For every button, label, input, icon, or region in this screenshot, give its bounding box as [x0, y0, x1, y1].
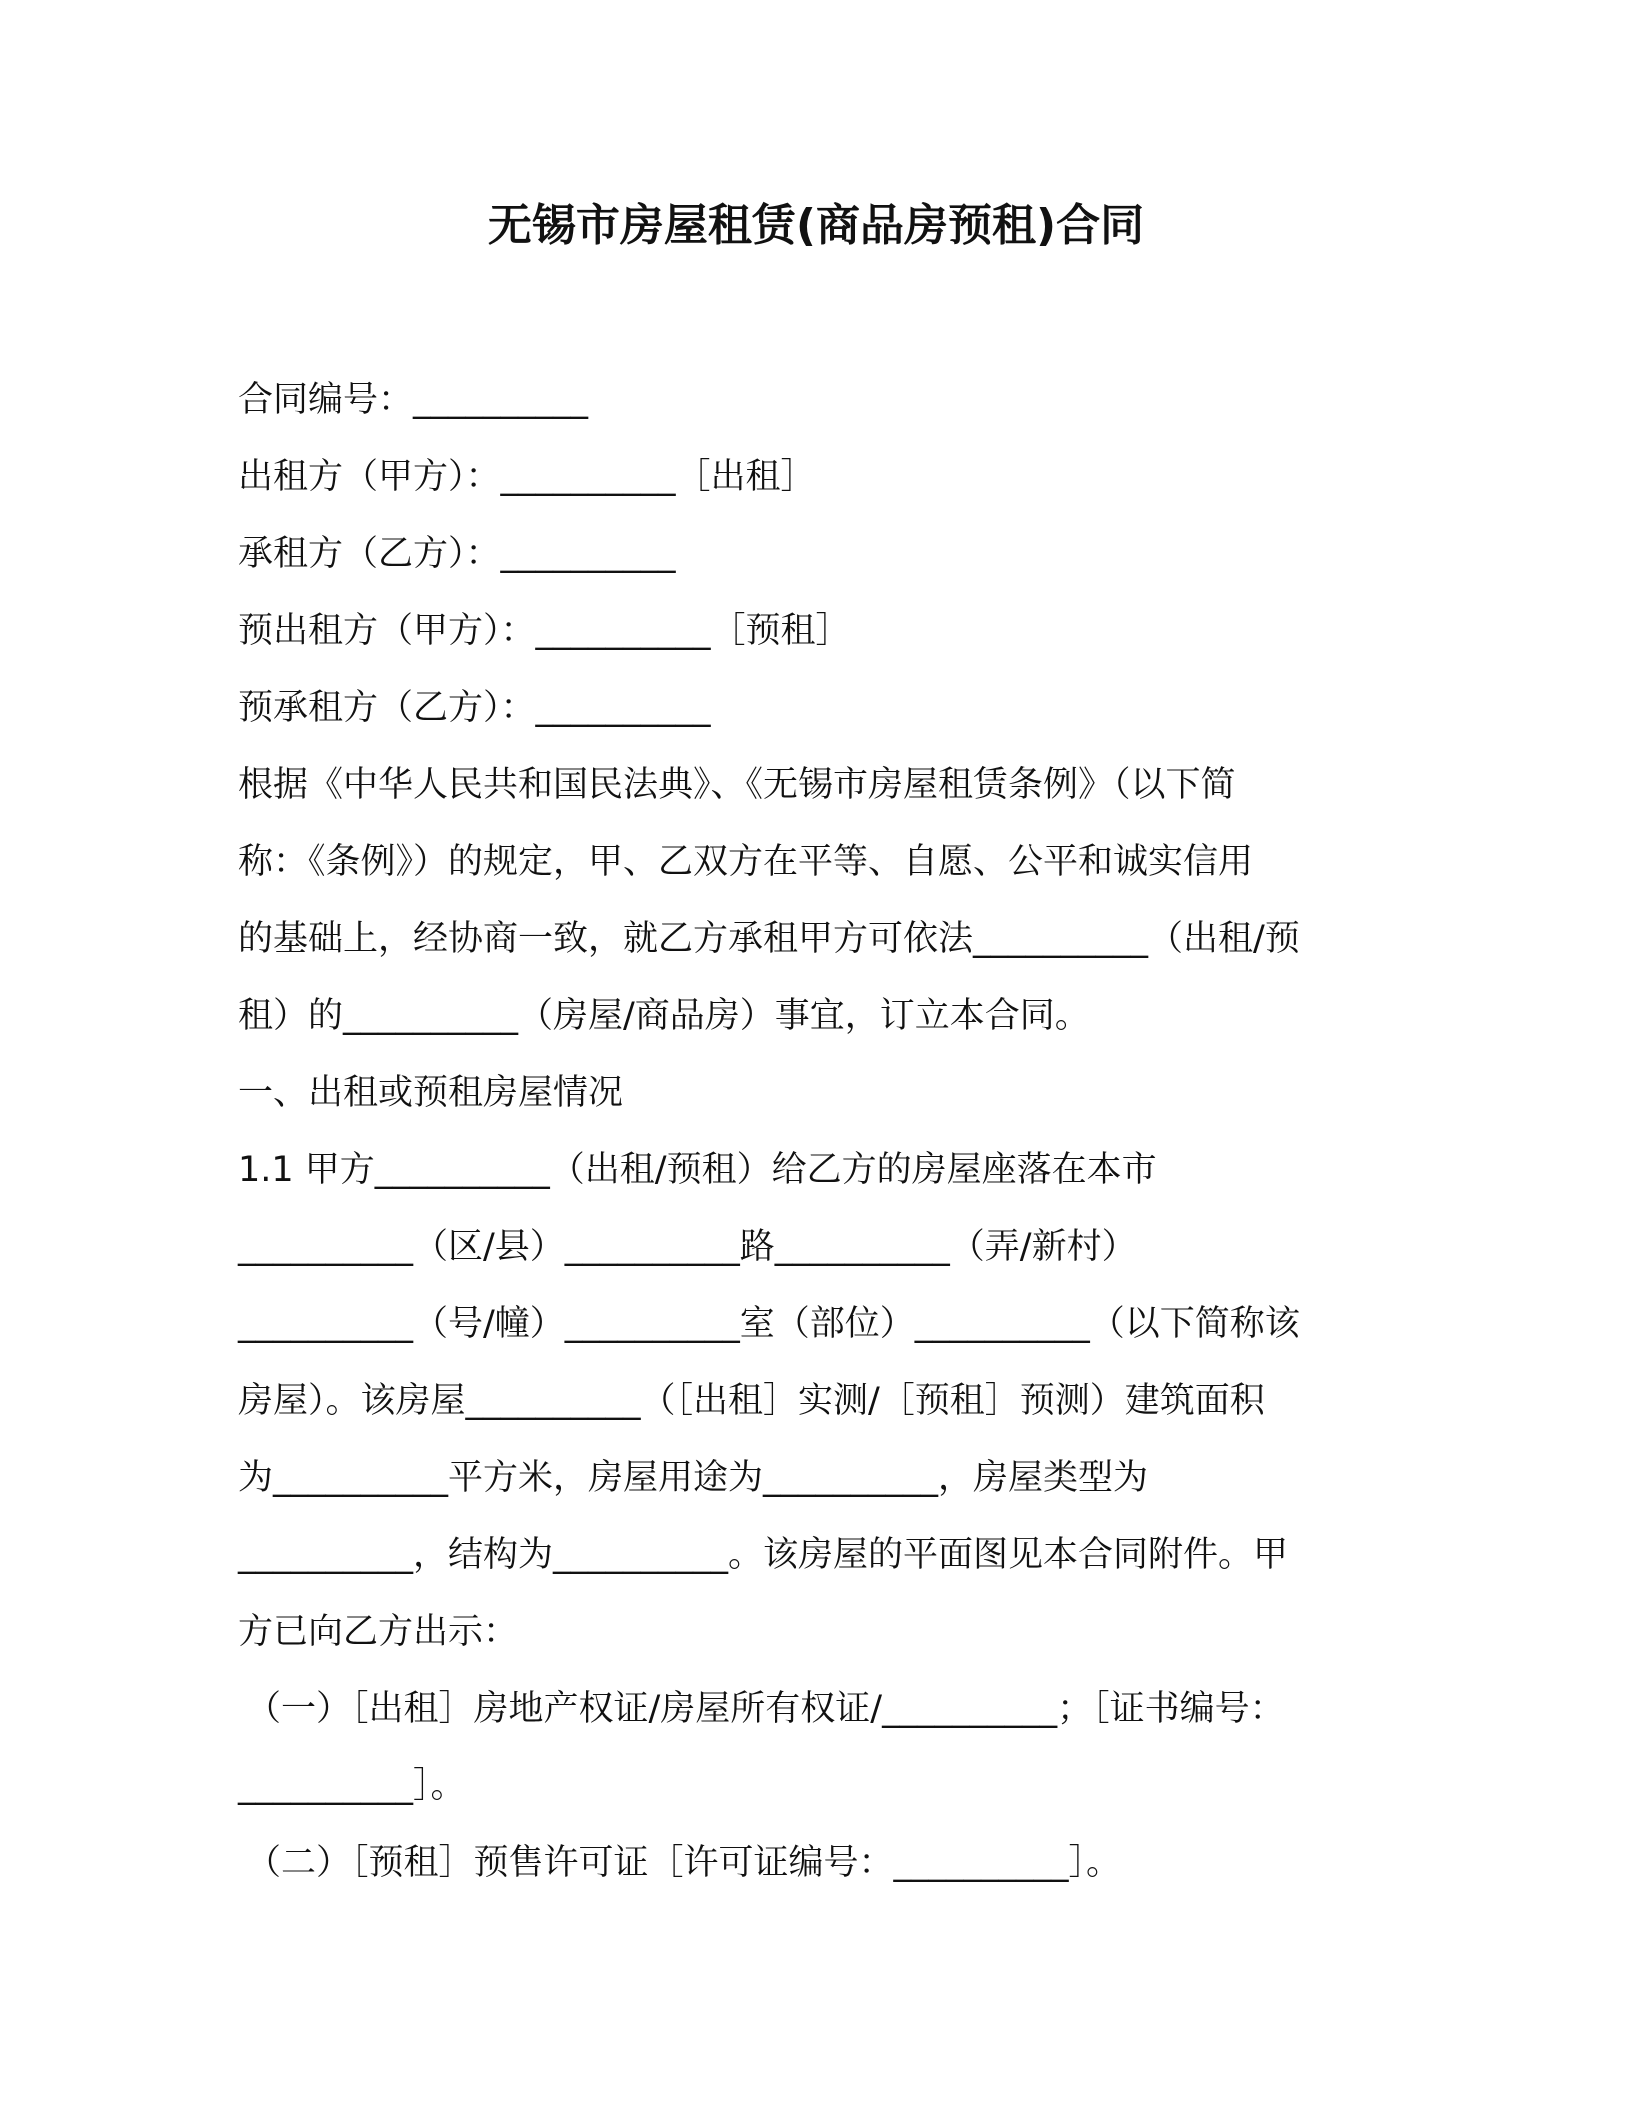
item-one-line-1: （一）［出租］房地产权证/房屋所有权证/__________；［证书编号： — [246, 1689, 1285, 1729]
pre-lessee-line: 预承租方（乙方）：__________ — [238, 688, 711, 728]
clause-1-1-line-6: __________，结构为__________。该房屋的平面图见本合同附件。甲 — [238, 1535, 1289, 1575]
preamble-line-2: 称：《条例》）的规定，甲、乙双方在平等、自愿、公平和诚实信用 — [238, 842, 1254, 882]
item-one-line-2: __________］。 — [238, 1766, 466, 1806]
lessee-line: 承租方（乙方）：__________ — [238, 534, 676, 574]
preamble-line-1: 根据《中华人民共和国民法典》、《无锡市房屋租赁条例》（以下简 — [238, 765, 1236, 805]
item-two-line: （二）［预租］预售许可证［许可证编号：__________］。 — [246, 1843, 1122, 1883]
section-heading-1: 一、出租或预租房屋情况 — [238, 1073, 624, 1113]
clause-1-1-line-4: 房屋）。该房屋__________（［出租］实测/［预租］预测）建筑面积 — [238, 1381, 1265, 1421]
pre-lessor-line: 预出租方（甲方）：__________［预租］ — [238, 611, 851, 651]
clause-1-1-line-2: __________（区/县）__________路__________（弄/新村） — [238, 1227, 1137, 1267]
document-body — [238, 362, 1378, 1902]
clause-1-1-line-5: 为__________平方米，房屋用途为__________，房屋类型为 — [238, 1458, 1149, 1498]
lessor-line: 出租方（甲方）：__________［出租］ — [238, 457, 816, 497]
contract-number-line: 合同编号：__________ — [238, 380, 589, 420]
document-title: 无锡市房屋租赁(商品房预租)合同 — [487, 200, 1145, 251]
preamble-line-4: 租）的__________（房屋/商品房）事宜，订立本合同。 — [238, 996, 1090, 1036]
clause-1-1-line-7: 方已向乙方出示： — [238, 1612, 519, 1652]
preamble-line-3: 的基础上，经协商一致，就乙方承租甲方可依法__________（出租/预 — [238, 919, 1300, 959]
clause-1-1-line-1: 1.1 甲方__________（出租/预租）给乙方的房屋座落在本市 — [238, 1150, 1157, 1190]
clause-1-1-line-3: __________（号/幢）__________室（部位）__________（以下简称该 — [238, 1304, 1300, 1344]
